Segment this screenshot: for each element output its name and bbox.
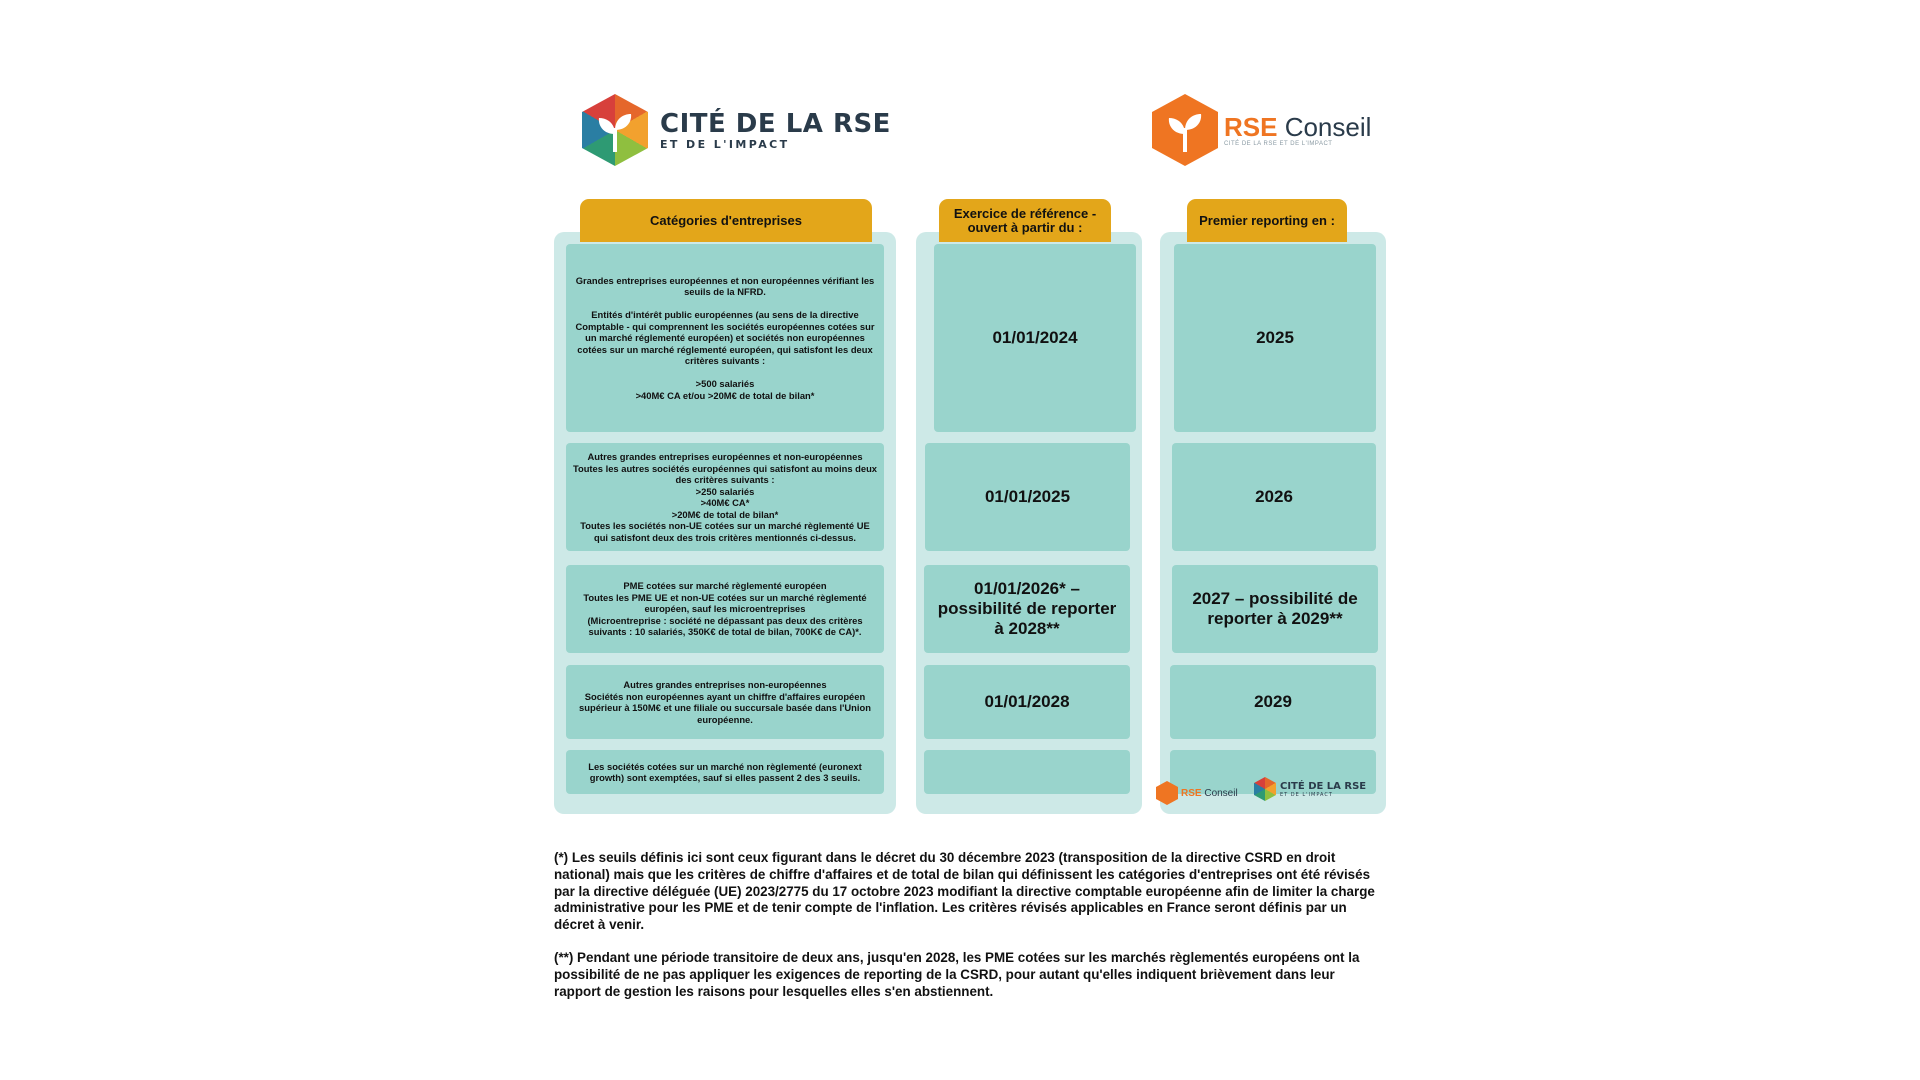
rse-logo-title: RSE Conseil (1224, 112, 1372, 142)
footnote-1: (*) Les seuils définis ici sont ceux figurant dans le décret du 30 décembre 2023 (transposition de la directive CSRD en droit national) mais que les critères de chiffre d'affaires et de total de bilan qui définissent les catégories d'entreprises ont été révisés par la directive déléguée (UE) 2023/2775 du 17 octobre 2023 modifiant la directive comptable européenne afin de limiter la charge administrative pour les PME et de tenir compte de l'inflation. Les critères révisés applicables en France seront définis par un décret à venir. (554, 850, 1375, 933)
category-cell-3: PME cotées sur marché règlementé européen Toutes les PME UE et non-UE cotées sur un marché règlementé européen, sauf les microentreprises (Microentreprise : société ne dépassant pas deux des critères suivants : 10 salariés, 350K€ de total de bilan, 700K€ de CA)*. (566, 565, 884, 653)
mini-cite-subtitle: ET DE L'IMPACT (1280, 791, 1333, 798)
header-reporting: Premier reporting en : (1187, 199, 1347, 242)
rse-logo-subtitle: CITÉ DE LA RSE ET DE L'IMPACT (1224, 141, 1333, 147)
rse-conseil-logo (1152, 94, 1371, 166)
header-categories: Catégories d'entreprises (580, 199, 872, 242)
header-exercise: Exercice de référence - ouvert à partir du : (939, 199, 1111, 242)
category-cell-2: Autres grandes entreprises européennes et non-européennes Toutes les autres sociétés européennes qui satisfont au moins deux des critères suivants : >250 salariés >40M€ CA* >20M€ de total de bilan* Toutes les sociétés non-UE cotées sur un marché règlementé UE qui satisfont deux des trois critères mentionnés ci-dessus. (566, 443, 884, 551)
mini-rse-text: RSE Conseil (1181, 787, 1238, 799)
category-cell-5: Les sociétés cotées sur un marché non règlementé (euronext growth) sont exemptées, sauf si elles passent 2 des 3 seuils. (566, 750, 884, 794)
cite-rse-logo (582, 94, 891, 166)
sprout-icon (1152, 94, 1218, 166)
cite-logo-subtitle: ET DE L'IMPACT (660, 137, 790, 151)
mini-rse-conseil-logo (1156, 781, 1238, 805)
category-cell-1: Grandes entreprises européennes et non européennes vérifiant les seuils de la NFRD. Entités d'intérêt public européennes (au sens de la directive Comptable - qui comprennent les sociétés européennes cotées sur un marché réglementé européen) et sociétés non européennes cotées sur un marché réglementé européen, qui satisfont les deux critères suivants : >500 salariés >40M€ CA et/ou >20M€ de total de bilan* (566, 244, 884, 432)
exercise-cell-4: 01/01/2028 (924, 665, 1130, 739)
exercise-cell-5 (924, 750, 1130, 794)
cite-logo-title: CITÉ DE LA RSE (660, 108, 891, 139)
exercise-cell-1: 01/01/2024 (934, 244, 1136, 432)
reporting-cell-3: 2027 – possibilité de reporter à 2029** (1172, 565, 1378, 653)
mini-cite-rse-logo (1254, 777, 1366, 801)
mini-rse-hexagon-icon (1156, 781, 1178, 805)
mini-cite-title: CITÉ DE LA RSE (1280, 780, 1367, 792)
reporting-cell-4: 2029 (1170, 665, 1376, 739)
exercise-cell-2: 01/01/2025 (925, 443, 1130, 551)
footnotes (554, 850, 1380, 1016)
sprout-icon (582, 94, 648, 166)
reporting-cell-1: 2025 (1174, 244, 1376, 432)
rse-conseil-hexagon-icon (1152, 94, 1218, 166)
cite-rse-hexagon-icon (582, 94, 648, 166)
exercise-cell-3: 01/01/2026* – possibilité de reporter à 2028** (924, 565, 1130, 653)
reporting-cell-2: 2026 (1172, 443, 1376, 551)
footnote-2: (**) Pendant une période transitoire de deux ans, jusqu'en 2028, les PME cotées sur les marchés règlementés européens ont la possibilité de ne pas appliquer les exigences de reporting de la CSRD, pour autant qu'elles indiquent brièvement dans leur rapport de gestion les raisons pour lesquelles elles s'en abstiennent. (554, 949, 1360, 999)
mini-cite-hexagon-icon (1254, 777, 1276, 801)
category-cell-4: Autres grandes entreprises non-européennes Sociétés non européennes ayant un chiffre d'affaires européen supérieur à 150M€ et une filiale ou succursale basée dans l'Union européenne. (566, 665, 884, 739)
